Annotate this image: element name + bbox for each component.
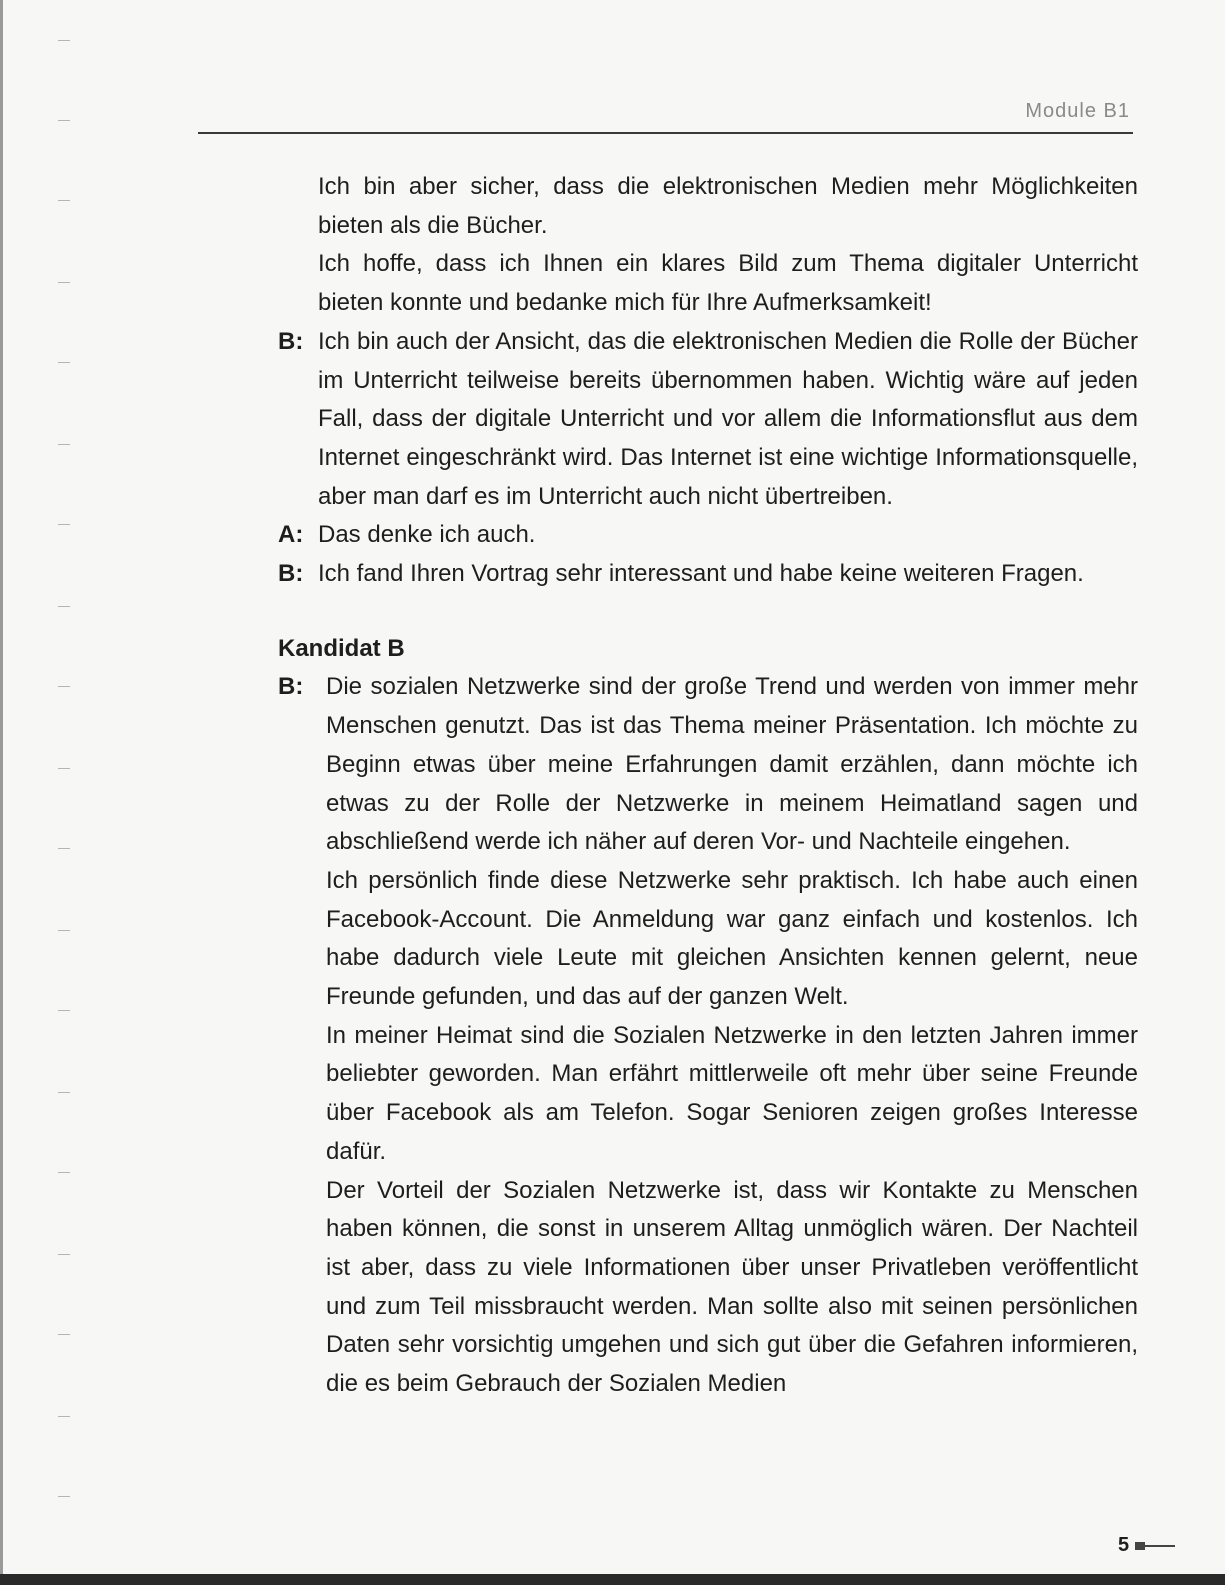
paragraph: Die sozialen Netzwerke sind der große Trend und werden von immer mehr Menschen genutzt. Das ist das Thema meiner Präsentation. Ich möchte zu Beginn etwas über meine Erfahrungen damit erzählen, dann möchte ich etwas zu der Rolle der Netzwerke in meinem Heimatland sagen und abschließend werde ich näher auf deren Vor- und Nachteile eingehen. <box>326 673 1138 856</box>
speaker-label: B: <box>278 673 304 701</box>
binder-tick <box>58 1092 70 1093</box>
dialogue-text <box>318 323 1138 517</box>
paragraph: Ich bin aber sicher, dass die elektronischen Medien mehr Möglichkeiten bieten als die Bücher. <box>318 173 1138 239</box>
scan-bottom-edge <box>0 1574 1225 1585</box>
page-number <box>1118 1534 1175 1557</box>
binder-tick <box>58 848 70 849</box>
paragraph: Der Vorteil der Sozialen Netzwerke ist, dass wir Kontakte zu Menschen haben können, die sonst in unserem Alltag unmöglich wären. Der Nachteil ist aber, dass zu viele Informationen über unser Privatleben veröffentlicht und zum Teil missbraucht werden. Man sollte also mit seinen persönlichen Daten sehr vorsichtig umgehen und sich gut über die Gefahren informieren, die es beim Gebrauch der Sozialen Medien <box>326 1176 1138 1398</box>
binder-tick <box>58 1254 70 1255</box>
section-heading: Kandidat B <box>278 634 405 662</box>
binder-tick <box>58 362 70 363</box>
section-gap <box>278 594 1138 630</box>
page-content <box>278 168 1138 1404</box>
module-title: Module B1 <box>1025 100 1130 122</box>
paragraph: Ich fand Ihren Vortrag sehr interessant und habe keine weiteren Fragen. <box>318 560 1084 588</box>
dialogue-text <box>318 516 1138 555</box>
binder-tick <box>58 686 70 687</box>
speaker-label: B: <box>278 327 304 355</box>
page-number-text: 5 <box>1118 1534 1130 1556</box>
scan-left-edge <box>0 0 3 1585</box>
binder-tick <box>58 930 70 931</box>
binder-tick <box>58 120 70 121</box>
binder-tick <box>58 1334 70 1335</box>
presentation-text <box>326 668 1138 1403</box>
dialogue-block-continuation <box>278 168 1138 323</box>
binder-tick <box>58 444 70 445</box>
binder-hole-marks <box>58 20 72 1540</box>
binder-tick <box>58 768 70 769</box>
dialogue-text <box>318 168 1138 323</box>
speaker-label: A: <box>278 521 304 549</box>
binder-tick <box>58 1010 70 1011</box>
binder-tick <box>58 524 70 525</box>
binder-tick <box>58 1416 70 1417</box>
paragraph: Ich bin auch der Ansicht, das die elektronischen Medien die Rolle der Bücher im Unterricht teilweise bereits übernommen haben. Wichtig wäre auf jeden Fall, dass der digitale Unterricht und vor allem die Informationsflut aus dem Internet eingeschränkt wird. Das Internet ist eine wichtige Informationsquelle, aber man darf es im Unterricht auch nicht übertreiben. <box>318 327 1138 510</box>
paragraph: Ich hoffe, dass ich Ihnen ein klares Bild zum Thema digitaler Unterricht bieten konnte und bedanke mich für Ihre Aufmerksamkeit! <box>318 250 1138 317</box>
header-rule <box>198 132 1133 134</box>
dialogue-text <box>318 555 1138 594</box>
binder-tick <box>58 1496 70 1497</box>
paragraph: In meiner Heimat sind die Sozialen Netzwerke in den letzten Jahren immer beliebter geworden. Man erfährt mittlerweile oft mehr über seine Freunde über Facebook als am Telefon. Sogar Senioren zeigen großes Interesse dafür. <box>326 1021 1138 1165</box>
binder-tick <box>58 200 70 201</box>
paragraph: Ich persönlich finde diese Netzwerke sehr praktisch. Ich habe auch einen Facebook-Account. Die Anmeldung war ganz einfach und kostenlos. Ich habe dadurch viele Leute mit gleichen Ansichten kennen gelernt, neue Freunde gefunden, und das auf der ganzen Welt. <box>326 866 1138 1011</box>
page-marker-icon <box>1135 1542 1145 1550</box>
binder-tick <box>58 282 70 283</box>
paragraph: Das denke ich auch. <box>318 521 536 549</box>
page-marker-line <box>1145 1545 1175 1547</box>
binder-tick <box>58 1172 70 1173</box>
binder-tick <box>58 40 70 41</box>
speaker-label: B: <box>278 560 304 588</box>
binder-tick <box>58 606 70 607</box>
dialogue-block-b <box>278 555 1138 594</box>
dialogue-block-a <box>278 516 1138 555</box>
dialogue-block-b <box>278 323 1138 517</box>
presentation-block <box>278 668 1138 1403</box>
